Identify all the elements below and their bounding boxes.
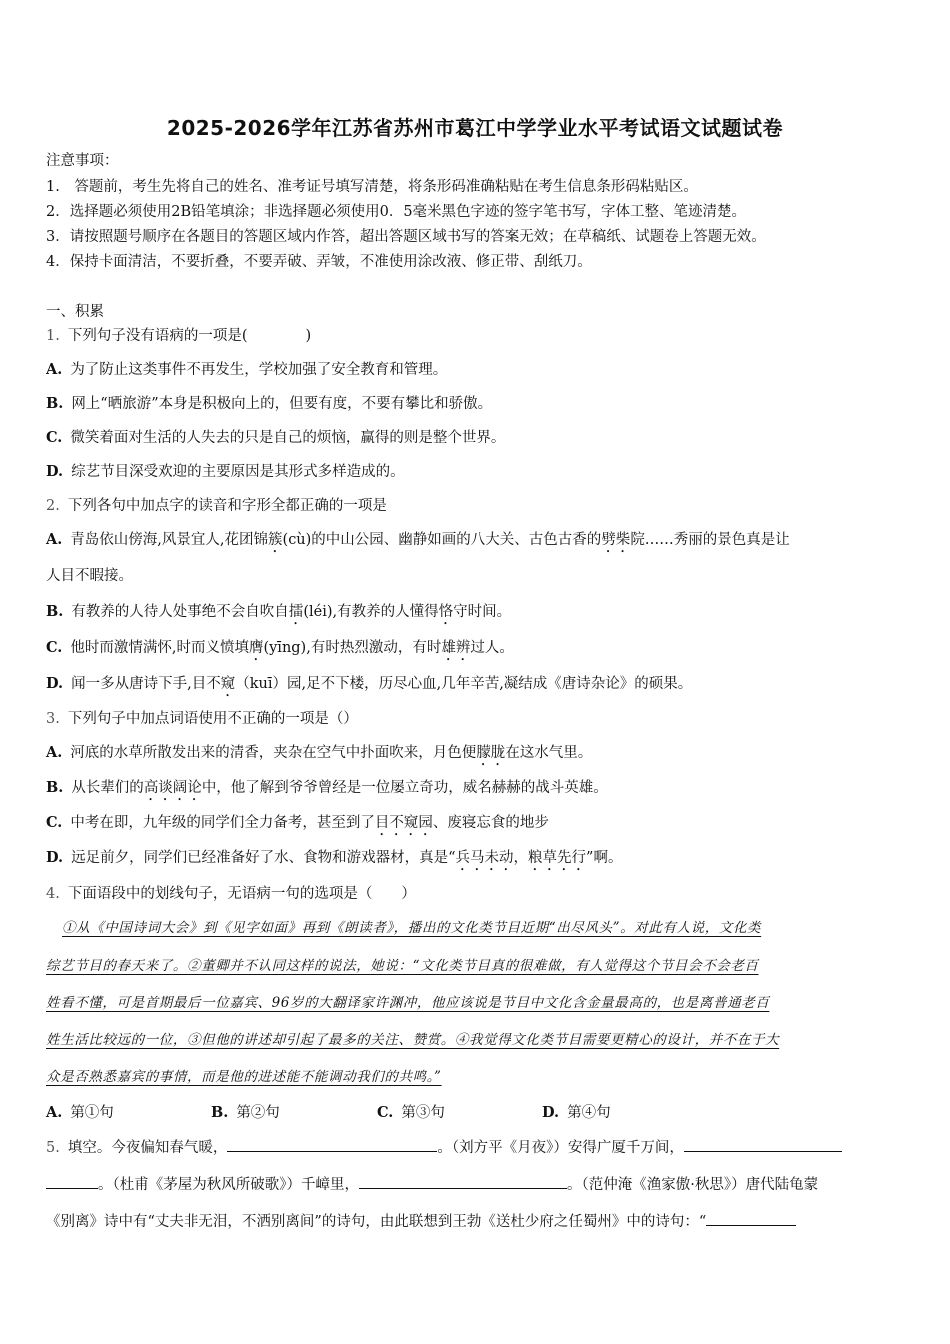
fill-blank[interactable]	[227, 1135, 437, 1152]
option-label: C.	[46, 814, 63, 831]
notice-heading: 注意事项：	[46, 153, 119, 169]
option-text: 、废寝忘食的地步	[432, 815, 549, 831]
question-number: 4.	[46, 886, 60, 902]
passage-text: 综艺节目的春天来了。②董卿并不认同这样的说法，她说：“文化类节目真的很难做，有人觉得这个节目会不会老百	[46, 958, 759, 974]
option-label: B.	[46, 779, 64, 796]
option-text: (cù)的中山公园、幽静如画的八大关、古色古香的	[282, 532, 602, 548]
dotted-char: 擂	[288, 604, 304, 620]
q4-passage-line	[46, 956, 906, 976]
fill-blank[interactable]	[46, 1172, 98, 1189]
q1-option-b	[46, 394, 906, 414]
question-4-stem	[46, 884, 906, 904]
q4-option-d	[542, 1101, 611, 1122]
option-text: 守时间。	[453, 604, 512, 620]
dotted-word: 高谈阔论	[143, 780, 202, 796]
q2-option-c	[46, 638, 906, 664]
dotted-char: 劈柴	[601, 532, 631, 548]
q4-option-a	[46, 1101, 114, 1122]
q2-option-d	[46, 674, 906, 700]
q1-option-a	[46, 360, 906, 380]
option-text: (léi),有教养的人懂得	[303, 604, 439, 620]
question-1-stem	[46, 326, 906, 346]
option-text: 第③句	[401, 1105, 445, 1121]
option-label: C.	[377, 1104, 394, 1121]
option-label: B.	[211, 1104, 229, 1121]
section-heading: 一、积累	[46, 304, 104, 320]
question-text: 下面语段中的划线句子，无语病一句的选项是（ ）	[67, 886, 416, 902]
dotted-char: 雄辨	[441, 640, 471, 656]
notice-item: 4．保持卡面清洁，不要折叠，不要弄破、弄皱，不准使用涂改液、修正带、刮纸刀。	[46, 254, 592, 270]
question-text: 。（范仲淹《渔家傲·秋思》）唐代陆龟蒙	[567, 1177, 819, 1193]
q4-option-b	[211, 1101, 280, 1122]
notice-item: 1. 答题前，考生先将自己的姓名、准考证号填写清楚，将条形码准确粘贴在考生信息条形码粘贴区。	[46, 179, 698, 195]
question-text: 《别离》诗中有“丈夫非无泪，不洒别离间”的诗句，由此联想到王勃《送杜少府之任蜀州》中的诗句：“	[46, 1214, 707, 1230]
option-label: B.	[46, 395, 64, 412]
passage-text: ①从《中国诗词大会》到《见字如面》再到《朗读者》，播出的文化类节目近期“出尽风头”。对此有人说，文化类	[62, 920, 762, 936]
option-text: 综艺节目深受欢迎的主要原因是其形式多样造成的。	[71, 464, 405, 480]
question-text: 下列句子中加点词语使用不正确的一项是（）	[67, 711, 358, 727]
question-number: 5.	[46, 1140, 60, 1156]
q4-option-c	[377, 1101, 445, 1122]
exam-title: 2025-2026学年江苏省苏州市葛江中学学业水平考试语文试题试卷	[166, 116, 784, 140]
dotted-word: 朦胧	[476, 745, 506, 761]
question-text: 。（杜甫《茅屋为秋风所破歌》）千嶂里，	[98, 1177, 359, 1193]
option-text: 从长辈们的	[71, 780, 144, 796]
option-text: 微笑着面对生活的人失去的只是自己的烦恼，赢得的则是整个世界。	[70, 430, 506, 446]
option-label: D.	[46, 849, 64, 866]
option-label: D.	[542, 1104, 560, 1121]
option-label: C.	[46, 429, 63, 446]
question-5-line-2	[46, 1172, 906, 1195]
q2-option-a-cont: 人目不暇接。	[46, 568, 133, 584]
option-text: (yīng),有时热烈激动，有时	[263, 640, 442, 656]
option-text: ”啊。	[586, 850, 623, 866]
dotted-char: 膺	[248, 640, 264, 656]
q2-option-a	[46, 530, 906, 556]
q4-passage-line	[46, 1030, 906, 1050]
option-text: 闻一多从唐诗下手,目不	[71, 676, 221, 692]
option-text: 中，他了解到爷爷曾经是一位屡立奇功，威名赫赫的战斗英雄。	[201, 780, 608, 796]
q4-options	[46, 1101, 906, 1121]
passage-text: 姓生活比较远的一位，③但他的讲述却引起了最多的关注、赞赏。④我觉得文化类节目需要更精心的设计，并不在于大	[46, 1032, 780, 1048]
option-label: D.	[46, 463, 64, 480]
question-text: 填空。今夜偏知春气暖，	[67, 1140, 228, 1156]
question-text: 下列各句中加点字的读音和字形全都正确的一项是	[67, 498, 387, 514]
fill-blank[interactable]	[706, 1209, 796, 1226]
q1-option-c	[46, 428, 906, 448]
option-text: 中考在即，九年级的同学们全力备考，甚至到了	[70, 815, 375, 831]
option-label: D.	[46, 675, 64, 692]
option-text: 第①句	[70, 1105, 114, 1121]
question-text: 下列句子没有语病的一项是( )	[67, 328, 312, 344]
option-text: 第②句	[236, 1105, 280, 1121]
q4-passage-line	[62, 918, 906, 938]
fill-blank[interactable]	[684, 1135, 842, 1152]
option-label: A.	[46, 744, 63, 761]
q3-option-d	[46, 848, 906, 874]
dotted-word: 目不窥园	[374, 815, 433, 831]
q3-option-c	[46, 813, 906, 839]
dotted-char: 恪	[438, 604, 454, 620]
dotted-word: 兵马未动，粮草先行	[455, 850, 587, 866]
option-text: 为了防止这类事件不再发生，学校加强了安全教育和管理。	[70, 362, 448, 378]
q3-option-a	[46, 743, 906, 769]
option-label: C.	[46, 639, 63, 656]
option-label: A.	[46, 531, 63, 548]
option-text: 远足前夕，同学们已经准备好了水、食物和游戏器材，真是“	[71, 850, 456, 866]
option-text: 第④句	[567, 1105, 611, 1121]
option-text: 河底的水草所散发出来的清香，夹杂在空气中扑面吹来，月色便	[70, 745, 477, 761]
question-text: 。（刘方平《月夜》）安得广厦千万间，	[437, 1140, 684, 1156]
option-text: 有教养的人待人处事绝不会自吹自	[71, 604, 289, 620]
question-number: 3.	[46, 711, 60, 727]
option-text: 在这水气里。	[505, 745, 593, 761]
passage-text: 众是否熟悉嘉宾的事情，而是他的进述能不能调动我们的共鸣。”	[46, 1069, 442, 1085]
q1-option-d	[46, 462, 906, 482]
question-5-line-1	[46, 1135, 906, 1158]
dotted-char: 簇	[268, 532, 283, 548]
option-text: 院……秀丽的景色真是让	[630, 532, 790, 548]
q3-option-b	[46, 778, 906, 804]
option-text: 他时而激情满怀,时而义愤填	[70, 640, 249, 656]
question-number: 2.	[46, 498, 60, 514]
notice-item: 3．请按照题号顺序在各题目的答题区域内作答，超出答题区域书写的答案无效；在草稿纸、试题卷上答题无效。	[46, 229, 766, 245]
option-text: 网上“晒旅游”本身是积极向上的，但要有度，不要有攀比和骄傲。	[71, 396, 493, 412]
question-3-stem	[46, 709, 906, 729]
q4-passage-line	[46, 993, 906, 1013]
option-text: （kuī）园,足不下楼，历尽心血,几年辛苦,凝结成《唐诗杂论》的硕果。	[235, 676, 693, 692]
option-label: A.	[46, 361, 63, 378]
notice-item: 2．选择题必须使用2B铅笔填涂；非选择题必须使用0．5毫米黑色字迹的签字笔书写，字体工整、笔迹清楚。	[46, 204, 747, 220]
passage-text: 姓看不懂，可是首期最后一位嘉宾、96岁的大翻译家许渊冲，他应该说是节目中文化含金量最高的，也是离普通老百	[46, 995, 770, 1011]
option-text: 青岛依山傍海,风景宜人,花团锦	[70, 532, 269, 548]
question-2-stem	[46, 496, 906, 516]
option-text: 过人。	[470, 640, 514, 656]
option-label: B.	[46, 603, 64, 620]
question-number: 1.	[46, 328, 60, 344]
dotted-char: 窥	[220, 676, 236, 692]
q4-passage-line	[46, 1067, 906, 1087]
q2-option-b	[46, 602, 906, 628]
fill-blank[interactable]	[359, 1172, 567, 1189]
option-label: A.	[46, 1104, 63, 1121]
question-5-line-3	[46, 1209, 906, 1232]
